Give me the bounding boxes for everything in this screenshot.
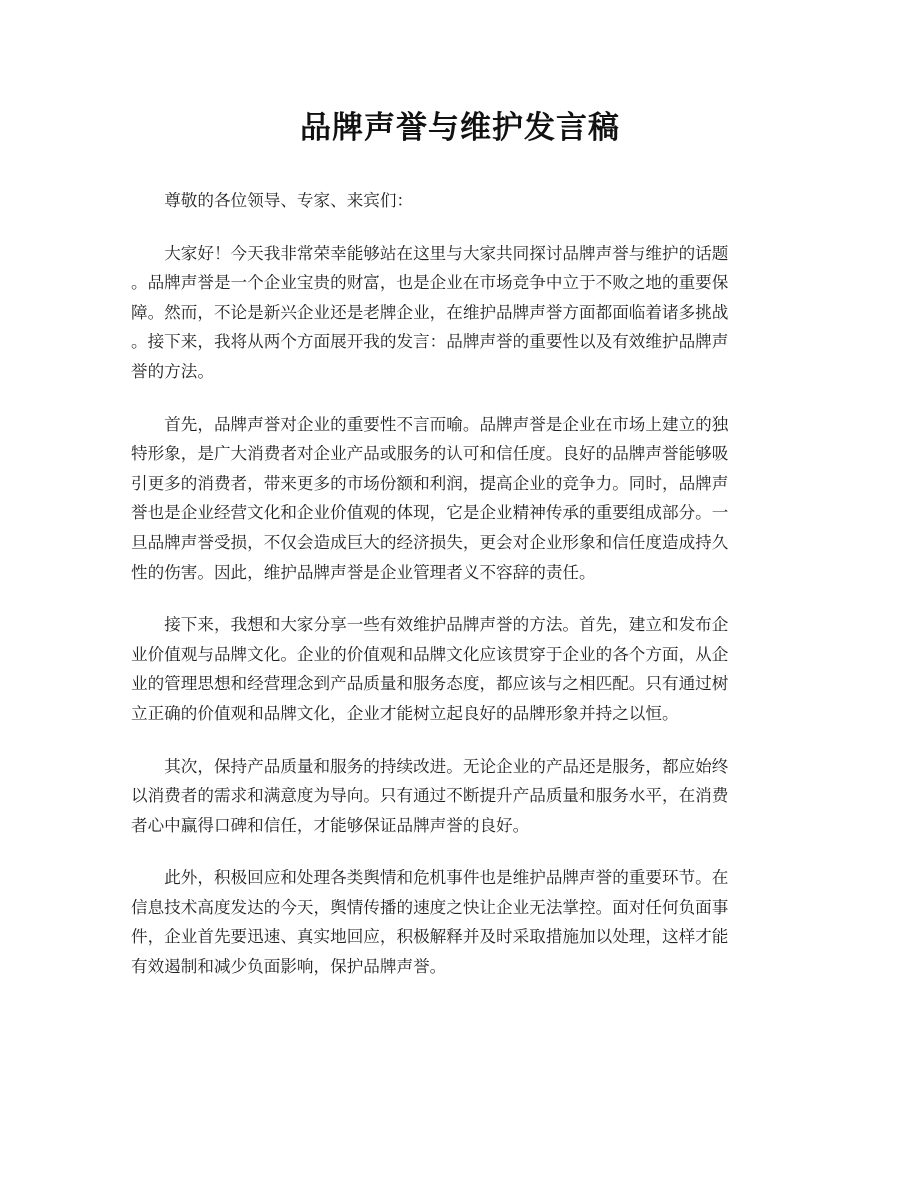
paragraph-line: 业价值观与品牌文化。企业的价值观和品牌文化应该贯穿于企业的各个方面，从企 (131, 644, 729, 664)
paragraph-line: 旦品牌声誉受损，不仅会造成巨大的经济损失，更会对企业形象和信任度造成持久 (131, 532, 729, 552)
paragraph-line: 首先，品牌声誉对企业的重要性不言而喻。品牌声誉是企业在市场上建立的独 (164, 414, 729, 434)
paragraph-line: 誉也是企业经营文化和企业价值观的体现，它是企业精神传承的重要组成部分。一 (131, 503, 729, 523)
paragraph-line: 。接下来，我将从两个方面展开我的发言：品牌声誉的重要性以及有效维护品牌声 (131, 332, 729, 352)
paragraph-line: 立正确的价值观和品牌文化，企业才能树立起良好的品牌形象并持之以恒。 (131, 703, 679, 723)
paragraph-intro (131, 239, 793, 387)
salutation-text: 尊敬的各位领导、专家、来宾们： (164, 191, 414, 210)
document-body (131, 186, 793, 1005)
document-title: 品牌声誉与维护发言稿 (300, 110, 620, 146)
paragraph-line: 大家好！今天我非常荣幸能够站在这里与大家共同探讨品牌声誉与维护的话题 (164, 243, 729, 263)
paragraph-line: 特形象，是广大消费者对企业产品或服务的认可和信任度。良好的品牌声誉能够吸 (131, 444, 729, 464)
salutation (131, 186, 793, 216)
paragraph-line: 此外，积极回应和处理各类舆情和危机事件也是维护品牌声誉的重要环节。在 (164, 868, 729, 888)
paragraph-line: 信息技术高度发达的今天，舆情传播的速度之快让企业无法掌控。面对任何负面事 (131, 897, 729, 917)
paragraph-line: 其次，保持产品质量和服务的持续改进。无论企业的产品还是服务，都应始终 (164, 756, 729, 776)
paragraph-crisis (131, 863, 793, 981)
paragraph-line: 有效遏制和减少负面影响，保护品牌声誉。 (131, 957, 447, 977)
paragraph-importance (131, 410, 793, 588)
paragraph-line: 业的管理思想和经营理念到产品质量和服务态度，都应该与之相匹配。只有通过树 (131, 674, 729, 694)
paragraph-line: 件，企业首先要迅速、真实地回应，积极解释并及时采取措施加以处理，这样才能 (131, 927, 729, 947)
paragraph-line: 引更多的消费者，带来更多的市场份额和利润，提高企业的竞争力。同时，品牌声 (131, 473, 729, 493)
paragraph-line: 接下来，我想和大家分享一些有效维护品牌声誉的方法。首先，建立和发布企 (164, 615, 729, 635)
paragraph-methods (131, 610, 793, 728)
paragraph-line: 以消费者的需求和满意度为导向。只有通过不断提升产品质量和服务水平，在消费 (131, 786, 729, 806)
paragraph-line: 障。然而，不论是新兴企业还是老牌企业，在维护品牌声誉方面都面临着诸多挑战 (131, 302, 729, 322)
paragraph-line: 。品牌声誉是一个企业宝贵的财富，也是企业在市场竞争中立于不败之地的重要保 (131, 273, 729, 293)
paragraph-line: 者心中赢得口碑和信任，才能够保证品牌声誉的良好。 (131, 815, 530, 835)
paragraph-quality (131, 752, 793, 841)
paragraph-line: 性的伤害。因此，维护品牌声誉是企业管理者义不容辞的责任。 (131, 562, 596, 582)
paragraph-line: 誉的方法。 (131, 361, 214, 381)
